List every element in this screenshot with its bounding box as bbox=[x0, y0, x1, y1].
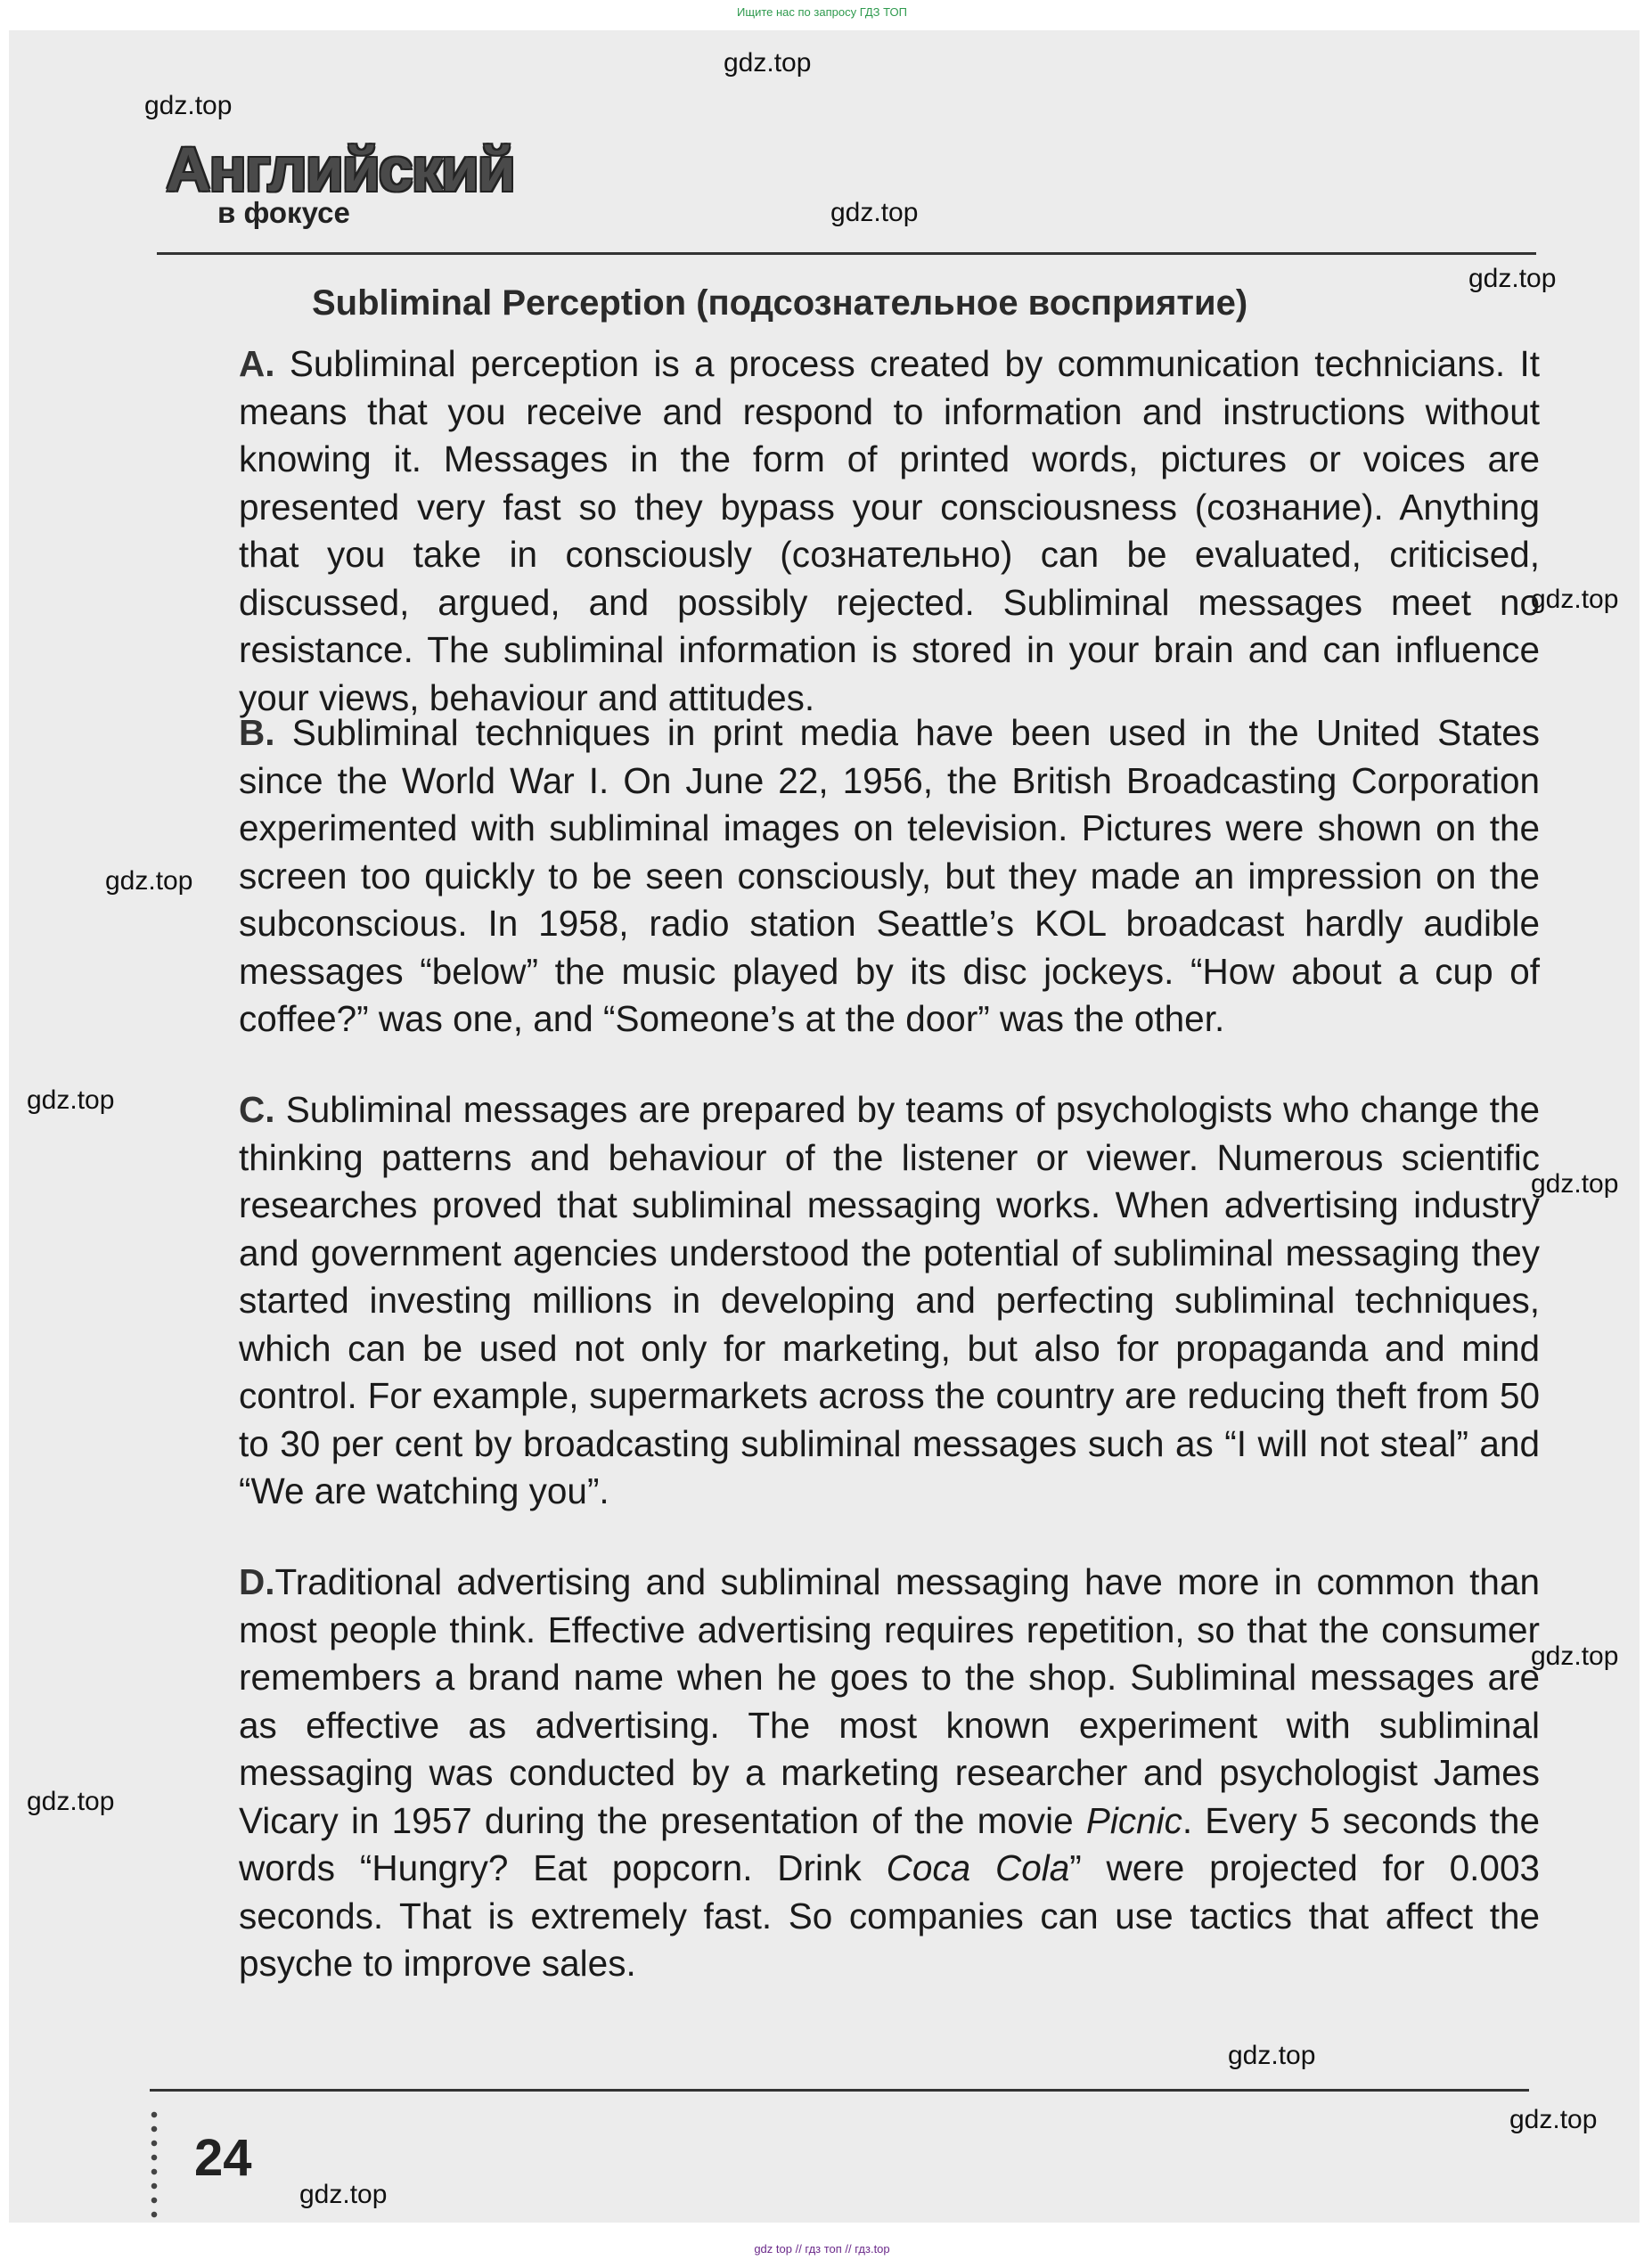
logo-title: Английский bbox=[166, 135, 514, 204]
paragraph-text: Subliminal perception is a process created by communication technicians. It means that you receive and respond to information and instructions without knowing it. Messages in the form of printed words, pictures or voices are presented very fast so they bypass your consciousness (сознание). Anything that you take in consciously (сознательно) can be evaluated, criticised, discussed, argued, and possibly rejected. Subliminal messages meet no resistance. The subliminal information is stored in your brain and can influence your views, behaviour and attitudes. bbox=[239, 343, 1540, 718]
dotted-margin bbox=[148, 2108, 160, 2223]
paragraph-letter: C. bbox=[239, 1089, 275, 1130]
watermark: gdz.top bbox=[1509, 2105, 1598, 2134]
watermark: gdz.top bbox=[1228, 2041, 1316, 2070]
logo-subtitle: в фокусе bbox=[217, 196, 350, 229]
brand-name: Coca Cola bbox=[886, 1847, 1070, 1888]
watermark: gdz.top bbox=[1531, 585, 1619, 614]
footer-rule bbox=[150, 2089, 1529, 2092]
paragraph-c bbox=[239, 1086, 1540, 1516]
paragraph-text: Traditional advertising and subliminal messaging have more in common than most people think. Effective advertising requires repetition, so that the consumer remembers a brand name when he goes to the shop. Subliminal messages are as effective as advertising. The most known experiment with subliminal messaging was conducted by a marketing researcher and psychologist James Vicary in 1957 during the presentation of the movie bbox=[239, 1561, 1540, 1841]
watermark: gdz.top bbox=[27, 1787, 115, 1816]
paragraph-letter: B. bbox=[239, 712, 275, 753]
movie-title: Picnic bbox=[1085, 1799, 1182, 1841]
paragraph-letter: A. bbox=[239, 343, 275, 384]
watermark: gdz.top bbox=[299, 2180, 388, 2209]
paragraph-text: Subliminal messages are prepared by teams of psychologists who change the thinking patterns and behaviour of the listener or viewer. Numerous scientific researches proved that subliminal messaging works. When advertising industry and government agencies understood the potential of subliminal messaging they started investing millions in developing and perfecting subliminal techniques, which can be used not only for marketing, but also for propaganda and mind control. For example, supermarkets across the country are reducing theft from 50 to 30 per cent by broadcasting subliminal messages such as “I will not steal” and “We are watching you”. bbox=[239, 1089, 1540, 1511]
watermark: gdz.top bbox=[830, 198, 919, 227]
watermark: gdz.top bbox=[105, 866, 193, 896]
watermark: gdz.top bbox=[1468, 264, 1557, 293]
paragraph-text: ” were projected for 0.003 seconds. That is extremely fast. So companies can use tactics that affect the psyche to improve sales. bbox=[239, 1847, 1540, 1984]
page-number: 24 bbox=[194, 2129, 252, 2187]
watermark: gdz.top bbox=[27, 1085, 115, 1115]
watermark: gdz.top bbox=[724, 48, 812, 78]
watermark: gdz.top bbox=[1531, 1169, 1619, 1199]
watermark: gdz.top bbox=[1531, 1642, 1619, 1671]
paragraph-d bbox=[239, 1559, 1540, 1988]
top-search-link[interactable]: Ищите нас по запросу ГДЗ ТОП bbox=[737, 5, 907, 19]
book-logo bbox=[166, 134, 514, 232]
paragraph-a bbox=[239, 340, 1540, 722]
paragraph-b bbox=[239, 709, 1540, 1044]
bottom-search-link[interactable]: gdz top // гдз топ // гдз.top bbox=[754, 2242, 890, 2256]
watermark: gdz.top bbox=[144, 91, 233, 120]
article-title: Subliminal Perception (подсознательное восприятие) bbox=[312, 283, 1248, 323]
paragraph-letter: D. bbox=[239, 1561, 275, 1602]
paragraph-text: Subliminal techniques in print media have been used in the United States since the World War I. On June 22, 1956, the British Broadcasting Corporation experimented with subliminal images on television. Pictures were shown on the screen too quickly to be seen consciously, but they made an impression on the subconscious. In 1958, radio station Seattle’s KOL broadcast hardly audible messages “below” the music played by its disc jockeys. “How about a cup of coffee?” was one, and “Someone’s at the door” was the other. bbox=[239, 712, 1540, 1039]
paragraph-text: . Every 5 seconds the words “Hungry? Eat popcorn. Drink bbox=[239, 1799, 1540, 1888]
header-rule bbox=[157, 252, 1536, 255]
